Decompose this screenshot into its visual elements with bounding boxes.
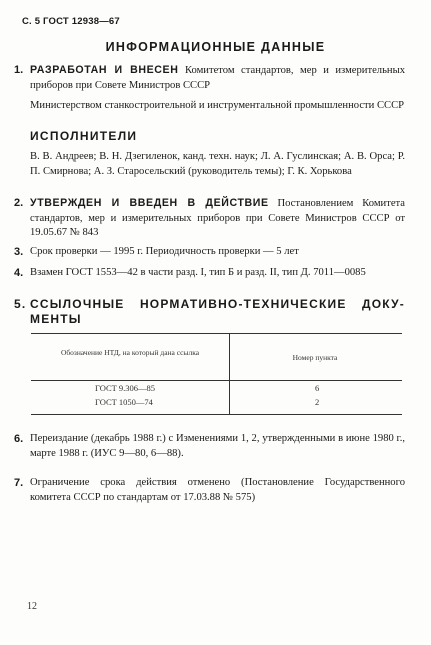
performers-heading: ИСПОЛНИТЕЛИ: [30, 129, 138, 143]
item-5-title-line-2: МЕНТЫ: [30, 312, 82, 326]
item-5-number: 5.: [14, 297, 27, 311]
item-1-para-2: Министерством станкостроительной и инструментальной промышленности СССР: [30, 100, 405, 111]
item-1-number: 1.: [14, 64, 24, 76]
item-5-title-word-1: ССЫЛОЧНЫЕ: [30, 297, 125, 311]
item-7: [14, 476, 405, 505]
table-column-divider: [229, 334, 230, 414]
item-2: [14, 196, 405, 241]
item-1: [14, 63, 405, 93]
item-4-text: Взамен ГОСТ 1553—42 в части разд. I, тип Б и разд. II, тип Д. 7011—0085: [30, 267, 366, 278]
item-7-text: Ограничение срока действия отменено (Постановление Государственного комитета СССР по стандартам от 17.03.88 № 575): [30, 477, 405, 503]
item-2-text: Постановлением Комитета стандартов, мер и измерительных приборов при Совете Министров СССР от 19.05.67 № 843: [30, 198, 405, 238]
performers-list: В. В. Андреев; В. Н. Дзегиленок, канд. техн. наук; Л. А. Гуслинская; А. В. Орса; Р. П. Смирнова; А. З. Старосельский (руководитель темы); Г. К. Хорькова: [30, 151, 405, 177]
table-header-clause: Номер пункта: [292, 353, 338, 362]
item-4-number: 4.: [14, 267, 24, 279]
item-4: [14, 266, 405, 281]
table-header-document: Обозначение НТД, на который дана ссылка: [60, 348, 200, 357]
item-7-number: 7.: [14, 477, 24, 489]
page-title: ИНФОРМАЦИОННЫЕ ДАННЫЕ: [105, 40, 326, 54]
item-1-caps: РАЗРАБОТАН И ВНЕСЕН: [30, 64, 179, 76]
page-number: 12: [27, 601, 37, 612]
item-6: [14, 432, 405, 461]
item-3-text: Срок проверки — 1995 г. Периодичность проверки — 5 лет: [30, 246, 299, 257]
item-5-heading: [14, 297, 405, 327]
item-3-number: 3.: [14, 246, 24, 258]
table-header-divider: [31, 380, 402, 381]
item-2-number: 2.: [14, 197, 24, 209]
item-5-title-word-2: НОРМАТИВНО-ТЕХНИЧЕСКИЕ: [139, 297, 347, 311]
item-6-number: 6.: [14, 433, 24, 445]
item-1-text: Комитетом стандартов, мер и измерительных приборов при Совете Министров СССР: [30, 65, 405, 91]
table-row-2-document: ГОСТ 1050—74: [95, 397, 153, 407]
running-head: С. 5 ГОСТ 12938—67: [22, 16, 120, 27]
item-5-title-word-3: ДОКУ-: [362, 297, 405, 311]
table-row-1-clause: 6: [315, 383, 320, 393]
reference-table: [31, 333, 402, 415]
item-3: [14, 245, 405, 260]
table-row-2-clause: 2: [315, 397, 320, 407]
table-row-1-document: ГОСТ 9.306—85: [95, 383, 156, 393]
item-2-caps: УТВЕРЖДЕН И ВВЕДЕН В ДЕЙСТВИЕ: [30, 197, 269, 209]
item-6-text: Переиздание (декабрь 1988 г.) с Изменениями 1, 2, утвержденными в июне 1980 г., марте 1988 г. (ИУС 9—80, 6—88).: [30, 433, 405, 459]
